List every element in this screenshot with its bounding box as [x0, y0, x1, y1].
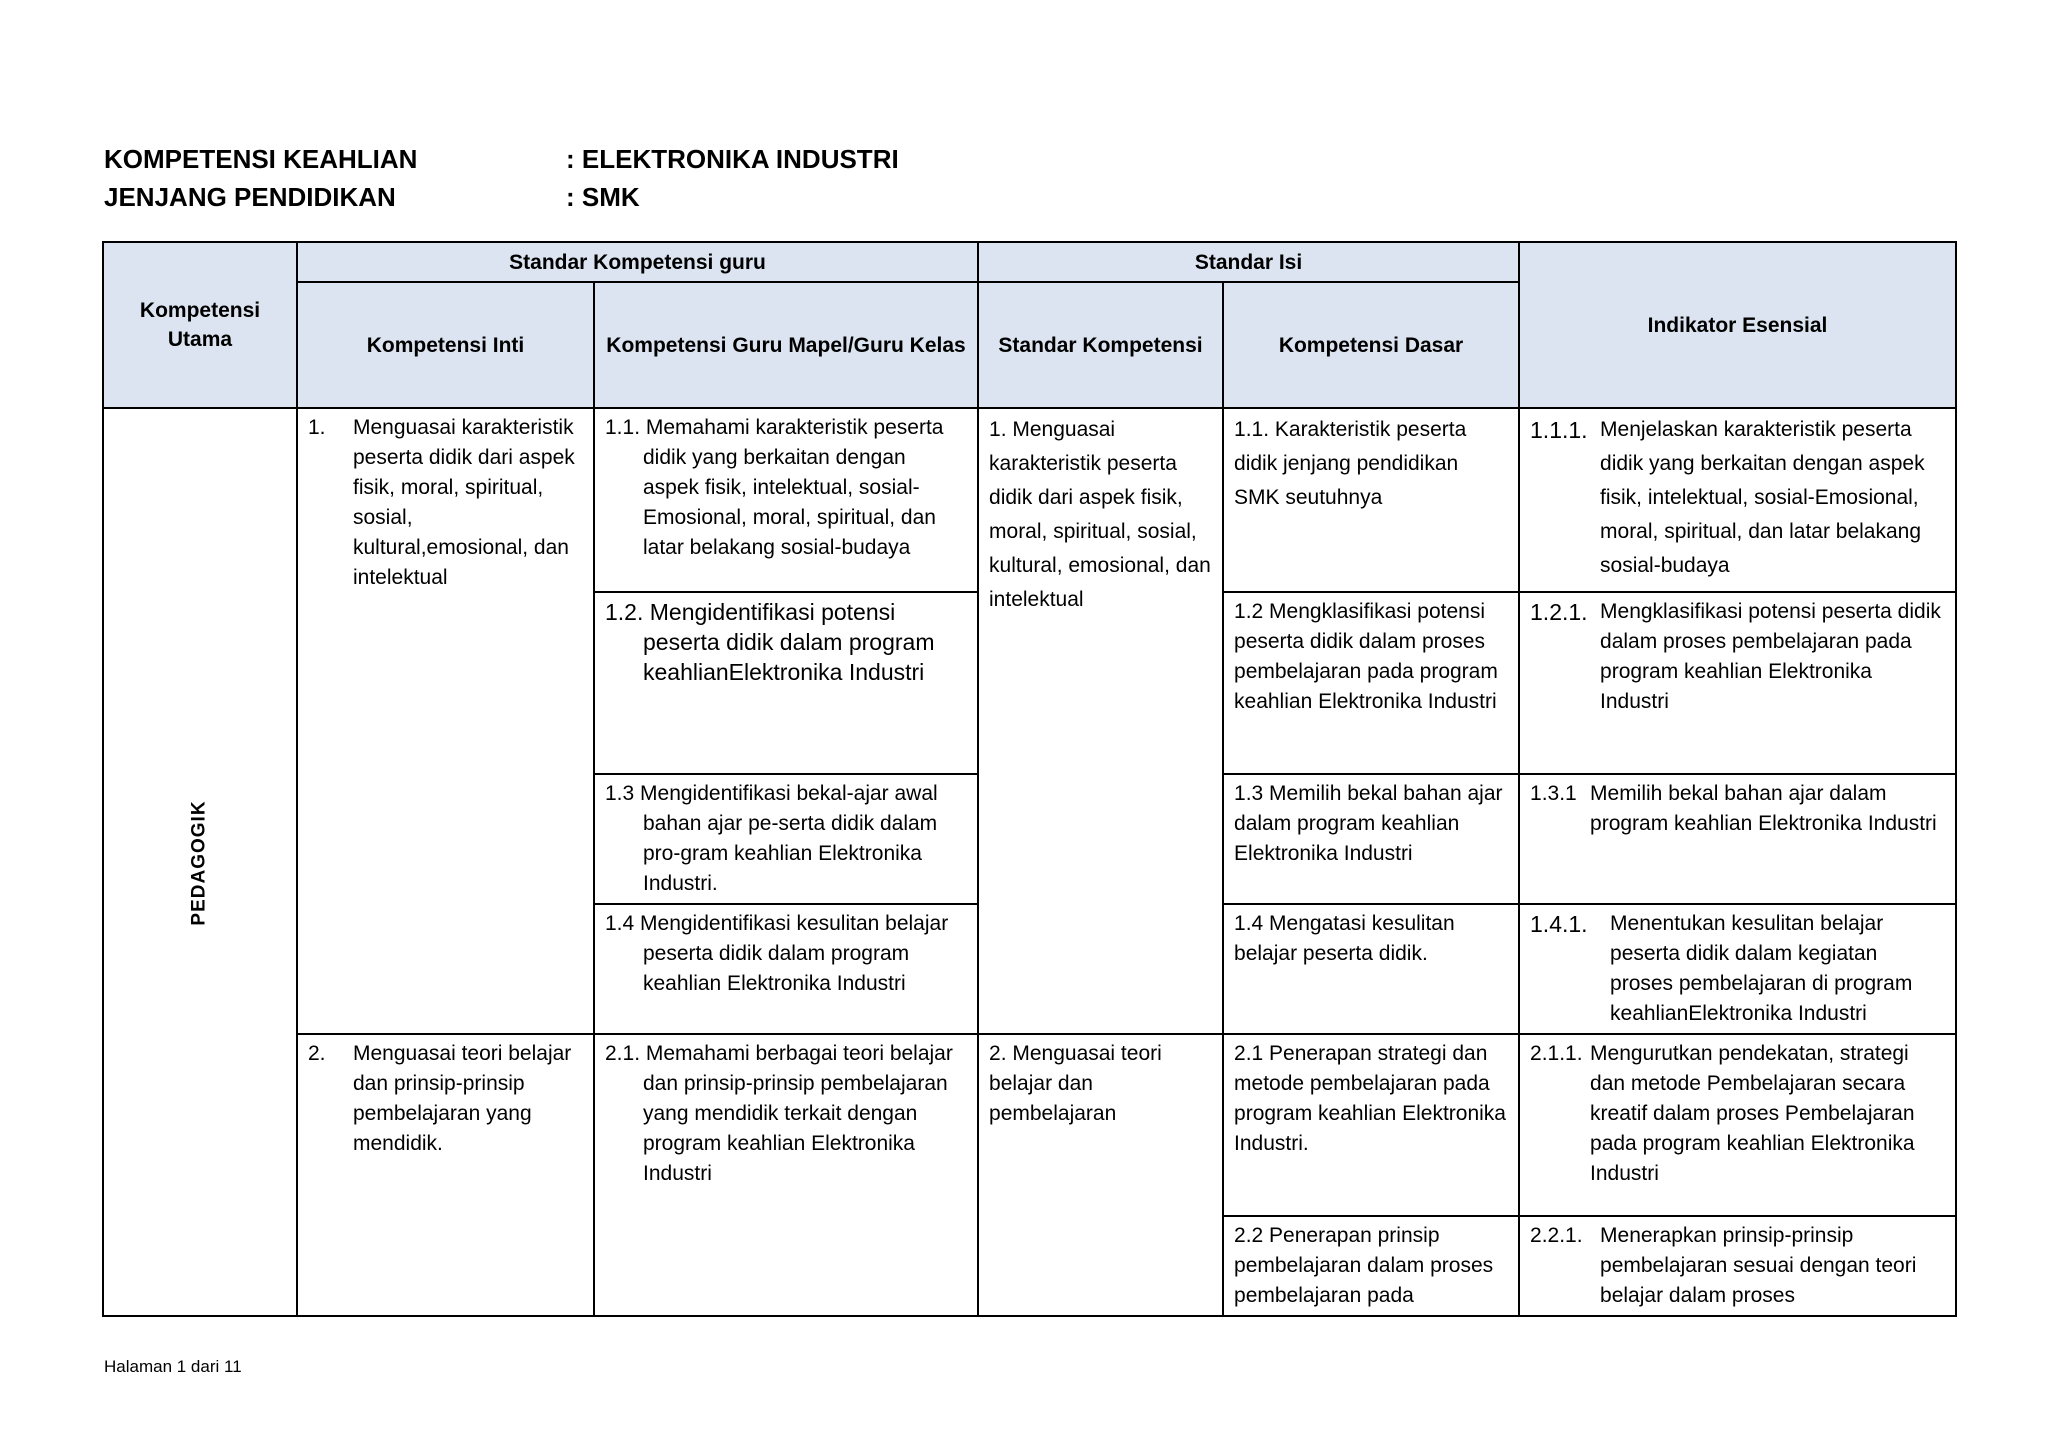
competency-table	[102, 241, 1957, 1317]
list-item: 2.1 Penerapan strategi dan metode pembelajaran pada program keahlian Elektronika Industri.	[1234, 1042, 1506, 1155]
indikator-cell	[1519, 1216, 1956, 1316]
list-item: 2.1. Memahami berbagai teori belajar dan prinsip-prinsip pembelajaran yang mendidik terkait dengan program keahlian Elektronika Industri	[605, 1042, 953, 1185]
header-standar-kompetensi-guru: Standar Kompetensi guru	[297, 242, 978, 282]
kompetensi-mapel-cell	[594, 1034, 978, 1316]
indikator-cell	[1519, 592, 1956, 774]
header-value: : ELEKTRONIKA INDUSTRI	[566, 144, 899, 174]
indikator-cell	[1519, 1034, 1956, 1216]
kompetensi-dasar-cell	[1223, 592, 1519, 774]
list-item: 2. Menguasai teori belajar dan pembelajaran	[989, 1042, 1162, 1125]
list-item: 1.2 Mengklasifikasi potensi peserta didik dalam proses pembelajaran pada program keahlian Elektronika Industri	[1234, 600, 1498, 713]
page-footer: Halaman 1 dari 11	[104, 1357, 242, 1376]
header-label: JENJANG PENDIDIKAN	[104, 182, 396, 212]
document-header	[104, 140, 899, 216]
kompetensi-mapel-cell	[594, 774, 978, 904]
kompetensi-inti-cell	[297, 408, 594, 1034]
header-kompetensi-inti: Kompetensi Inti	[297, 282, 594, 408]
indikator-cell	[1519, 904, 1956, 1034]
indikator-cell	[1519, 408, 1956, 592]
kompetensi-mapel-cell	[594, 904, 978, 1034]
list-item: 1.4 Mengatasi kesulitan belajar peserta didik.	[1234, 912, 1455, 965]
header-kompetensi-dasar: Kompetensi Dasar	[1223, 282, 1519, 408]
list-item: 1.2. Mengidentifikasi potensi peserta didik dalam program keahlianElektronika Industri	[605, 599, 935, 685]
header-standar-isi: Standar Isi	[978, 242, 1519, 282]
kompetensi-utama-label: PEDAGOGIK	[189, 799, 210, 926]
list-item: 2.1.1. Mengurutkan pendekatan, strategi dan metode Pembelajaran secara kreatif dalam proses Pembelajaran pada program keahlian Elektronika Industri	[1530, 1042, 1915, 1185]
header-label: KOMPETENSI KEAHLIAN	[104, 144, 418, 174]
list-item: 2.2.1. Menerapkan prinsip-prinsip pembelajaran sesuai dengan teori belajar dalam proses	[1530, 1224, 1917, 1307]
list-item: 1.1. Memahami karakteristik peserta didik yang berkaitan dengan aspek fisik, intelektual, sosial-Emosional, moral, spiritual, dan latar belakang sosial-budaya	[605, 416, 944, 559]
list-item: 1.3 Mengidentifikasi bekal-ajar awal bahan ajar pe-serta didik dalam pro-gram keahlian Elektronika Industri.	[605, 782, 938, 895]
header-value: : SMK	[566, 182, 640, 212]
kompetensi-mapel-cell	[594, 408, 978, 592]
header-standar-kompetensi: Standar Kompetensi	[978, 282, 1223, 408]
header-kompetensi-guru-mapel: Kompetensi Guru Mapel/Guru Kelas	[594, 282, 978, 408]
standar-kompetensi-cell	[978, 1034, 1223, 1316]
kompetensi-mapel-cell	[594, 592, 978, 774]
kompetensi-inti-cell	[297, 1034, 594, 1316]
list-item: 1.2.1. Mengklasifikasi potensi peserta didik dalam proses pembelajaran pada program keahlian Elektronika Industri	[1530, 599, 1941, 713]
header-kompetensi-utama: Kompetensi Utama	[103, 242, 297, 408]
indikator-cell	[1519, 774, 1956, 904]
kompetensi-dasar-cell	[1223, 774, 1519, 904]
header-row-kompetensi	[104, 140, 899, 178]
kompetensi-dasar-cell	[1223, 1216, 1519, 1316]
list-item: 1.4.1. Menentukan kesulitan belajar peserta didik dalam kegiatan proses pembelajaran di program keahlianElektronika Industri	[1530, 911, 1913, 1025]
list-item: 2. Menguasai teori belajar dan prinsip-prinsip pembelajaran yang mendidik.	[308, 1042, 572, 1155]
kompetensi-utama-cell	[103, 408, 297, 1316]
list-item: 1. Menguasai karakteristik peserta didik dari aspek fisik, moral, spiritual, sosial, kultural,emosional, dan intelektual	[308, 416, 575, 589]
list-item: 1.3.1 Memilih bekal bahan ajar dalam program keahlian Elektronika Industri	[1530, 782, 1937, 835]
list-item: 1.3 Memilih bekal bahan ajar dalam program keahlian Elektronika Industri	[1234, 782, 1503, 865]
list-item: 1.1. Karakteristik peserta didik jenjang pendidikan SMK seutuhnya	[1234, 418, 1467, 509]
kompetensi-dasar-cell	[1223, 408, 1519, 592]
list-item: 2.2 Penerapan prinsip pembelajaran dalam proses pembelajaran pada	[1234, 1224, 1494, 1307]
header-row-jenjang	[104, 178, 899, 216]
list-item: 1. Menguasai karakteristik peserta didik dari aspek fisik, moral, spiritual, sosial, kultural, emosional, dan intelektual	[989, 418, 1211, 611]
kompetensi-dasar-cell	[1223, 1034, 1519, 1216]
list-item: 1.4 Mengidentifikasi kesulitan belajar peserta didik dalam program keahlian Elektronika Industri	[605, 912, 949, 995]
standar-kompetensi-cell	[978, 408, 1223, 1034]
kompetensi-dasar-cell	[1223, 904, 1519, 1034]
header-indikator-esensial: Indikator Esensial	[1519, 242, 1956, 408]
list-item: 1.1.1. Menjelaskan karakteristik peserta didik yang berkaitan dengan aspek fisik, intelektual, sosial-Emosional, moral, spiritual, dan latar belakang sosial-budaya	[1530, 417, 1925, 577]
